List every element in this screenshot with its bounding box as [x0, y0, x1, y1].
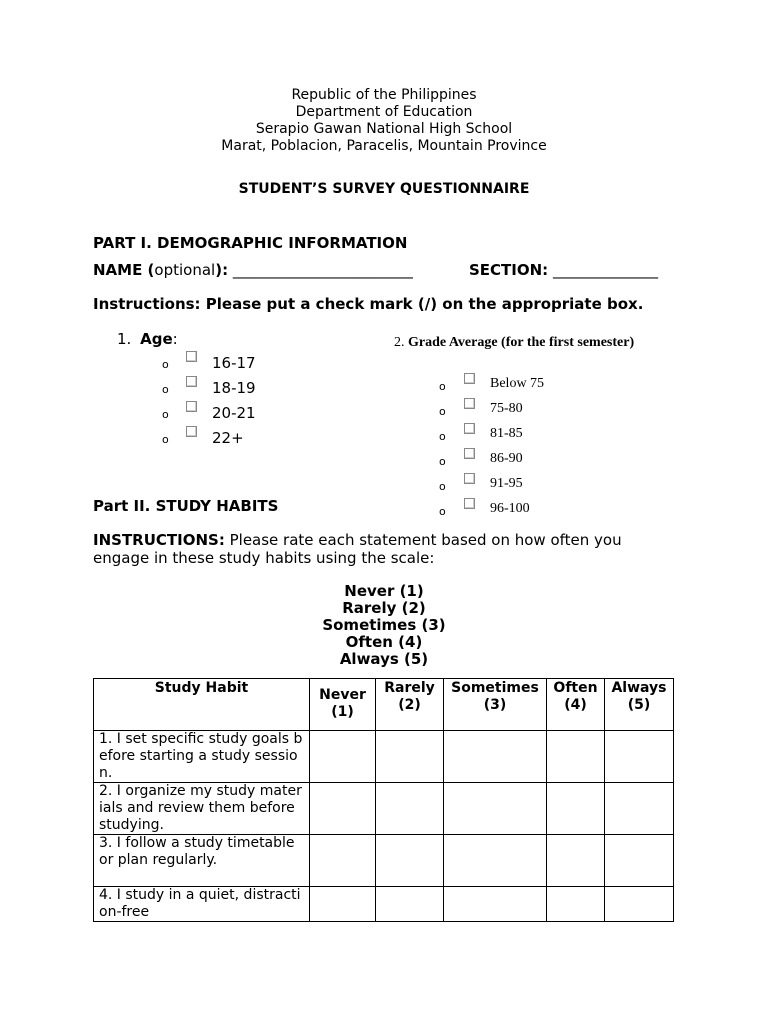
study-habits-table — [93, 678, 674, 922]
checkbox-age-16-17[interactable] — [186, 351, 197, 362]
grade-option-label: 81-85 — [490, 426, 523, 441]
header-rarely: Rarely (2) — [376, 679, 444, 731]
rating-cell-sometimes[interactable] — [444, 783, 547, 835]
part2-instructions — [93, 531, 693, 567]
table-row — [94, 835, 674, 887]
scale-sometimes: Sometimes (3) — [322, 616, 446, 634]
bullet-icon: o — [439, 380, 446, 393]
rating-cell-always[interactable] — [605, 731, 674, 783]
rating-cell-sometimes[interactable] — [444, 887, 547, 922]
header-often: Often (4) — [547, 679, 605, 731]
age-question — [117, 330, 178, 348]
rating-cell-often[interactable] — [547, 887, 605, 922]
table-row — [94, 783, 674, 835]
grade-option-label: 86-90 — [490, 451, 523, 466]
header-never: Never (1) — [310, 679, 376, 731]
age-option-label: 22+ — [212, 429, 244, 447]
name-line — [93, 261, 413, 279]
bullet-icon: o — [439, 455, 446, 468]
rating-cell-never[interactable] — [310, 731, 376, 783]
bullet-icon: o — [439, 480, 446, 493]
rating-cell-never[interactable] — [310, 887, 376, 922]
part1-heading: PART I. DEMOGRAPHIC INFORMATION — [93, 234, 408, 252]
name-label-open: NAME ( — [93, 261, 155, 279]
statement-cell: 3. I follow a study timetable or plan regularly. — [94, 835, 310, 887]
age-option-label: 16-17 — [212, 354, 256, 372]
rating-cell-rarely[interactable] — [376, 783, 444, 835]
name-label-optional: optional — [154, 261, 216, 279]
checkbox-grade-below-75[interactable] — [464, 373, 475, 384]
part2-instructions-text: Please rate each statement based on how often you — [224, 531, 622, 549]
grade-option-label: 75-80 — [490, 401, 523, 416]
table-row — [94, 887, 674, 922]
statement-cell: 4. I study in a quiet, distraction-free — [94, 887, 310, 922]
part2-heading: Part II. STUDY HABITS — [93, 497, 279, 515]
checkbox-age-22-plus[interactable] — [186, 426, 197, 437]
checkbox-age-20-21[interactable] — [186, 401, 197, 412]
bullet-icon: o — [162, 358, 169, 371]
rating-cell-often[interactable] — [547, 835, 605, 887]
age-option-label: 18-19 — [212, 379, 256, 397]
table-row — [94, 731, 674, 783]
grade-option-label: 91-95 — [490, 476, 523, 491]
header-republic: Republic of the Philippines — [291, 87, 477, 103]
scale-never: Never (1) — [344, 582, 424, 600]
rating-cell-rarely[interactable] — [376, 731, 444, 783]
age-option-label: 20-21 — [212, 404, 256, 422]
rating-cell-often[interactable] — [547, 731, 605, 783]
bullet-icon: o — [162, 433, 169, 446]
part2-instructions-text-2: engage in these study habits using the scale: — [93, 549, 435, 567]
age-label: Age — [140, 330, 173, 348]
rating-cell-always[interactable] — [605, 783, 674, 835]
rating-cell-often[interactable] — [547, 783, 605, 835]
header-always: Always (5) — [605, 679, 674, 731]
rating-cell-rarely[interactable] — [376, 887, 444, 922]
header-study-habit: Study Habit — [94, 679, 310, 731]
grade-label: Grade Average (for the first semester) — [408, 335, 635, 350]
age-number: 1. — [117, 330, 132, 348]
table-header-row — [94, 679, 674, 731]
document-title: STUDENT’S SURVEY QUESTIONNAIRE — [238, 181, 530, 197]
checkbox-grade-91-95[interactable] — [464, 473, 475, 484]
checkbox-grade-86-90[interactable] — [464, 448, 475, 459]
grade-option-label: Below 75 — [490, 376, 545, 391]
bullet-icon: o — [439, 505, 446, 518]
header-address: Marat, Poblacion, Paracelis, Mountain Province — [221, 138, 547, 154]
bullet-icon: o — [162, 408, 169, 421]
grade-question — [394, 335, 634, 351]
bullet-icon: o — [162, 383, 169, 396]
checkbox-grade-96-100[interactable] — [464, 498, 475, 509]
checkbox-grade-75-80[interactable] — [464, 398, 475, 409]
statement-cell: 1. I set specific study goals before starting a study session. — [94, 731, 310, 783]
checkbox-grade-81-85[interactable] — [464, 423, 475, 434]
section-line — [469, 261, 658, 279]
rating-cell-always[interactable] — [605, 887, 674, 922]
checkbox-age-18-19[interactable] — [186, 376, 197, 387]
name-blank[interactable]: ________________________ — [228, 261, 413, 279]
header-department: Department of Education — [295, 104, 473, 120]
rating-cell-never[interactable] — [310, 835, 376, 887]
section-label: SECTION: — [469, 261, 549, 279]
part1-instructions: Instructions: Please put a check mark (/) on the appropriate box. — [93, 295, 644, 313]
bullet-icon: o — [439, 430, 446, 443]
header-school: Serapio Gawan National High School — [255, 121, 513, 137]
name-label-close: ): — [215, 261, 229, 279]
bullet-icon: o — [439, 405, 446, 418]
rating-cell-never[interactable] — [310, 783, 376, 835]
scale-always: Always (5) — [339, 650, 429, 668]
age-colon: : — [172, 330, 178, 348]
rating-cell-sometimes[interactable] — [444, 835, 547, 887]
part2-instructions-label: INSTRUCTIONS: — [93, 531, 225, 549]
section-blank[interactable]: ______________ — [548, 261, 658, 279]
grade-option-label: 96-100 — [490, 501, 530, 516]
rating-cell-sometimes[interactable] — [444, 731, 547, 783]
grade-number: 2. — [394, 335, 405, 350]
statement-cell: 2. I organize my study materials and review them before studying. — [94, 783, 310, 835]
header-sometimes: Sometimes (3) — [444, 679, 547, 731]
rating-cell-rarely[interactable] — [376, 835, 444, 887]
scale-often: Often (4) — [345, 633, 423, 651]
scale-rarely: Rarely (2) — [342, 599, 426, 617]
rating-cell-always[interactable] — [605, 835, 674, 887]
